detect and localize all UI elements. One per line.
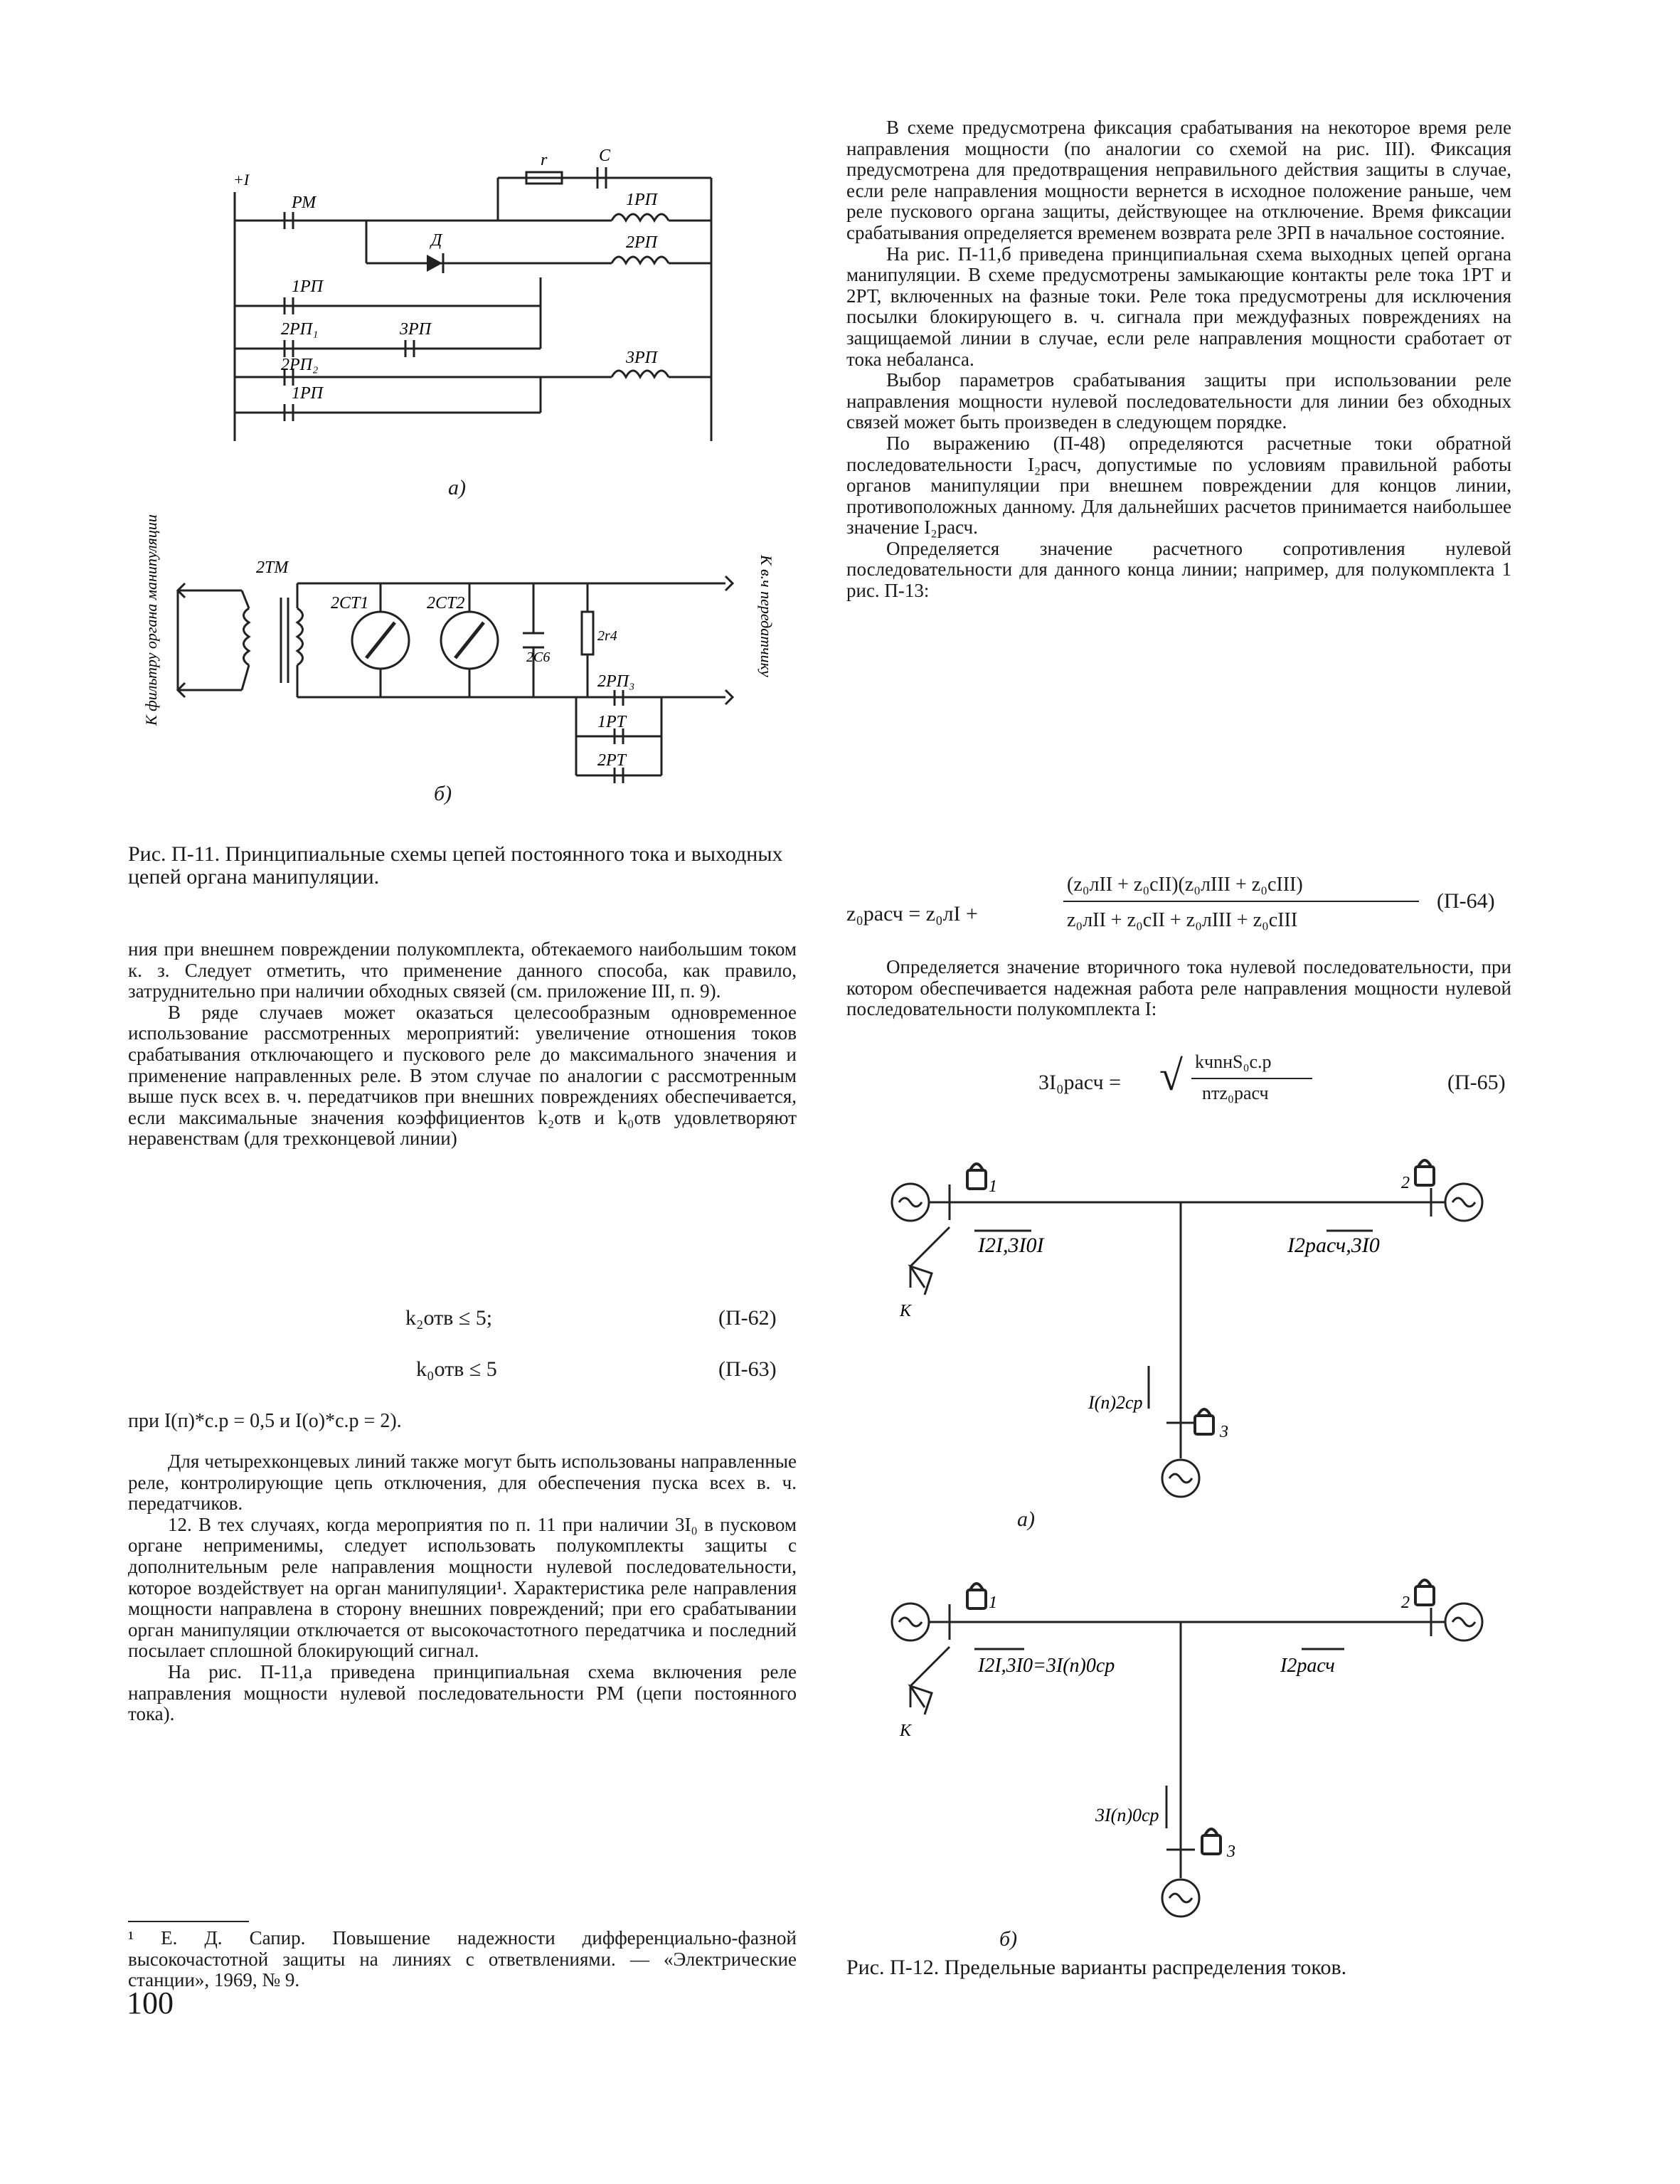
equation-p64-fraction-bar (1063, 901, 1419, 902)
fig11-label-a: а) (448, 476, 466, 499)
fig12b-label-i2rasch: I2расч (1280, 1655, 1335, 1677)
fig11b-label-2s6: 2С6 (526, 650, 551, 665)
left-paragraph-5: На рис. П-11,а приведена принципиальная схема включения реле направления мощности нулевой последовательности РМ (цепи постоянного тока). (128, 1660, 797, 1725)
fig12a-label-i2rasch: I2расч,3I0 (1287, 1234, 1380, 1257)
left-paragraph-2: В ряде случаев может оказаться целесообразным одновременное использование рассмотренных мероприятий: увеличение отношения токов срабатывания отключающего и пускового реле до максимального значения и применение направленных реле. В этом случае по аналогии с рассмотренным выше пуск всех в. ч. передатчиков при внешних повреждениях обеспечивается, если максимальные значения коэффициентов k₂отв и k₀отв удовлетворяют неравенствам (для трехконцевой линии) (128, 1001, 797, 1150)
fig11b-label-2rt: 2РТ (597, 751, 627, 770)
right-paragraph-5: Определяется значение расчетного сопротивления нулевой последовательности для данного конца линии; например, для полукомплекта 1 рис. П-13: (846, 537, 1511, 602)
fig11a-label-2rp1: 2РП₁ (281, 320, 319, 339)
equation-p64-number: (П-64) (1437, 889, 1495, 913)
fig12a-label-k: К (900, 1302, 911, 1320)
equation-p64-numerator: (z₀лII + z₀сII)(z₀лIII + z₀сIII) (1067, 874, 1303, 896)
fig12b-label-3i0sr: 3I(п)0ср (1095, 1805, 1159, 1825)
figure-p11-a-schematic (213, 147, 725, 462)
fig12a-label-i2i: I2I,3I0I (978, 1234, 1044, 1257)
fig11a-label-3rp-coil: 3РП (626, 349, 657, 367)
right-paragraph-6: Определяется значение вторичного тока нулевой последовательности, при котором обеспечивается надежная работа реле направления мощности нулевой последовательности полукомплекта I: (846, 956, 1511, 1020)
left-paragraph-4: 12. В тех случаях, когда мероприятия по п. 11 при наличии 3I₀ в пусковом органе неприменимы, следует использовать полукомплекты защиты с дополнительным реле направления мощности нулевой последовательности, которое воздействует на орган манипуляции¹. Характеристика реле направления мощности направлена в сторону внешних повреждений; при его срабатывании орган манипуляции отключается от высокочастотного передатчика и последний посылает сплошной блокирующий сигнал. (128, 1513, 797, 1662)
equation-p65-number: (П-65) (1447, 1071, 1506, 1094)
right-paragraph-3: Выбор параметров срабатывания защиты при использовании реле направления мощности нулевой последовательности для линии без обходных связей может быть произведен в следующем порядке. (846, 369, 1511, 433)
fig11b-label-1rt: 1РТ (597, 713, 627, 731)
equation-p62-number: (П-62) (718, 1306, 777, 1330)
fig11b-label-2r4: 2r4 (597, 628, 617, 644)
fig12b-label-i2i: I2I,3I0=3I(п)0ср (978, 1655, 1115, 1677)
fig12b-label-2: 2 (1401, 1594, 1410, 1612)
fig11a-label-2rp-coil: 2РП (626, 233, 657, 252)
fig12-label-b: б) (999, 1927, 1018, 1951)
fig12a-label-2: 2 (1401, 1174, 1410, 1192)
left-paragraph-3: Для четырехконцевых линий также могут быть использованы направленные реле, контролирующие цепь отключения, для обеспечения пуска всех в. ч. передатчиков. (128, 1451, 797, 1515)
fig12-label-a: а) (1017, 1507, 1035, 1531)
fig12b-label-1: 1 (989, 1594, 997, 1612)
right-paragraph-4: По выражению (П-48) определяются расчетные токи обратной последовательности I₂расч, допустимые по условиям правильной работы органов манипуляции при внешнем повреждении для концов линии, противоположных данному. Для дальнейших расчетов принимается наибольшее значение I₂расч. (846, 432, 1511, 539)
fig11b-label-2rp3: 2РП₃ (597, 672, 635, 691)
footnote: ¹ Е. Д. Сапир. Повышение надежности дифференциально-фазной высокочастотной защиты на линиях с ответвлениями. — «Электрические станции», 1969, № 9. (128, 1927, 797, 1991)
fig11b-label-2tm: 2ТМ (256, 558, 289, 577)
equation-p65-numerator: kчnнS₀с.р (1195, 1051, 1272, 1072)
equation-p62: k₂отв ≤ 5; (405, 1306, 493, 1330)
condition-line: при I(п)*с.р = 0,5 и I(о)*с.р = 2). (128, 1410, 402, 1432)
right-paragraph-1: В схеме предусмотрена фиксация срабатывания на некоторое время реле направления мощности (по аналогии со схемой на рис. III). Фиксация предусмотрена для предотвращения неправильного действия защиты в случае, если реле направления мощности вернется в исходное положение раньше, чем реле пускового органа защиты, действующее на отключение. Время фиксации срабатывания определяется временем возврата реле 3РП в начальное состояние. (846, 117, 1511, 243)
fig11a-label-pm: РМ (292, 194, 317, 212)
fig11a-label-plus: +І (233, 171, 250, 189)
fig12-caption: Рис. П-12. Предельные варианты распределения токов. (846, 1956, 1347, 1979)
fig11a-label-3rp-contact: 3РП (400, 320, 431, 339)
right-paragraph-2: На рис. П-11,б приведена принципиальная схема выходных цепей органа манипуляции. В схеме предусмотрены замыкающие контакты реле тока 1РТ и 2РТ, включенных на фазные токи. Реле тока предусмотрены для исключения посылки блокирующего в. ч. сигнала при междуфазных повреждениях на защищаемой линии в случае, если реле направления мощности сработает от тока небаланса. (846, 243, 1511, 370)
fig11a-label-r: r (541, 151, 548, 169)
equation-p65-radical: √ (1159, 1052, 1183, 1099)
fig11a-label-1rp: 1РП (292, 277, 323, 296)
equation-p63-number: (П-63) (718, 1357, 777, 1381)
equation-p65-fraction-bar (1191, 1078, 1312, 1079)
fig11a-label-c: C (599, 147, 611, 165)
equation-p64-denominator: z₀лII + z₀сII + z₀лIII + z₀сIII (1067, 909, 1298, 931)
fig12a-label-1: 1 (989, 1177, 997, 1196)
equation-p65-denominator: nтz₀расч (1202, 1083, 1269, 1103)
fig12a-label-i2sr: I(п)2ср (1088, 1392, 1143, 1413)
fig11a-label-1rp-coil: 1РП (626, 191, 657, 209)
fig12b-label-k: К (900, 1722, 911, 1740)
figure-p11-b-schematic (135, 514, 797, 811)
fig11b-label-2st1: 2СТ1 (331, 594, 369, 613)
left-paragraph-1: ния при внешнем повреждении полукомплекта, обтекаемого наибольшим током к. з. Следует отметить, что применение данного способа, как правило, затруднительно при наличии обходных связей (см. приложение III, п. 9). (128, 938, 797, 1002)
fig11-label-b: б) (434, 782, 452, 805)
equation-p65-lhs: 3I₀расч = (1038, 1071, 1121, 1094)
fig11-caption: Рис. П-11. Принципиальные схемы цепей постоянного тока и выходных цепей органа манипуляции. (128, 842, 783, 889)
fig11b-left-vertical: К фильтру органа манипуляции (142, 514, 160, 726)
fig11b-right-vertical: К в.ч передатчику (757, 555, 775, 677)
fig11a-label-1rp-b: 1РП (292, 384, 323, 403)
fig12b-label-3: 3 (1227, 1843, 1235, 1861)
page-number: 100 (127, 1986, 174, 2020)
footnote-rule (128, 1921, 249, 1922)
fig12a-label-3: 3 (1220, 1423, 1228, 1441)
fig11b-label-2st2: 2СТ2 (427, 594, 465, 613)
equation-p63: k₀отв ≤ 5 (416, 1357, 497, 1381)
fig11a-label-2rp2: 2РП₂ (281, 356, 319, 374)
fig11a-label-diode: Д (431, 231, 442, 250)
figure-p12-b-network (882, 1558, 1494, 1928)
equation-p64-lhs: z₀расч = z₀лI + (846, 902, 978, 926)
figure-p12-a-network (882, 1138, 1494, 1508)
